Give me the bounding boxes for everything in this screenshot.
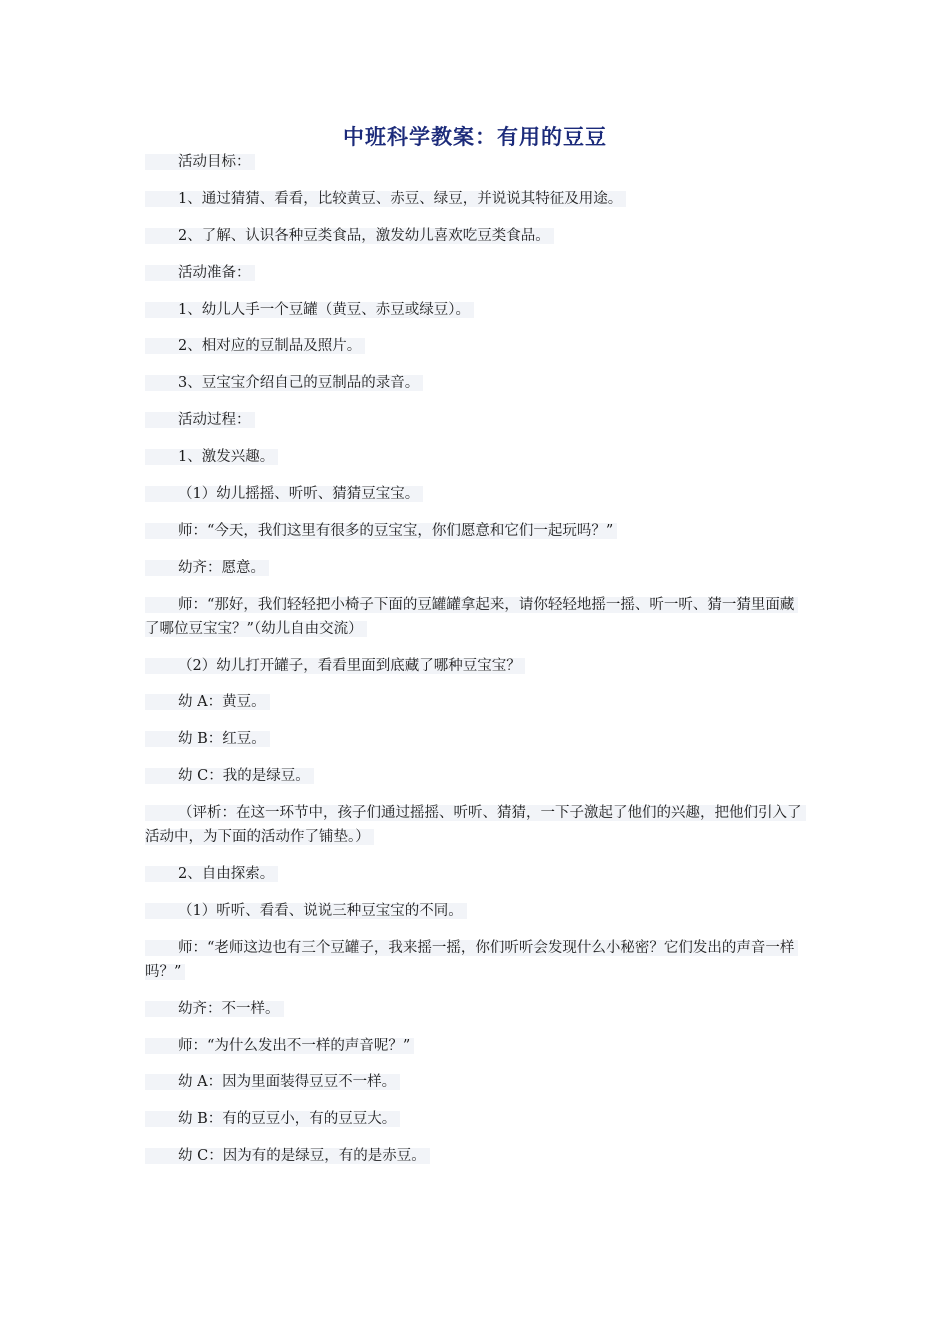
paragraph-text: （2）幼儿打开罐子，看看里面到底藏了哪种豆宝宝？ (145, 658, 525, 674)
paragraph (145, 1034, 807, 1058)
paragraph (145, 371, 807, 395)
paragraph-text: 1、幼儿人手一个豆罐（黄豆、赤豆或绿豆）。 (145, 302, 474, 318)
paragraph-text: 1、激发兴趣。 (145, 449, 278, 465)
paragraph (145, 654, 807, 678)
paragraph (145, 482, 807, 506)
paragraph (145, 408, 807, 432)
paragraph (145, 862, 807, 886)
paragraph (145, 801, 807, 849)
paragraph (145, 899, 807, 923)
paragraph (145, 445, 807, 469)
paragraph-text: 活动过程： (145, 412, 255, 428)
paragraph-text: 幼 C：因为有的是绿豆，有的是赤豆。 (145, 1148, 430, 1164)
paragraph (145, 1107, 807, 1131)
paragraph-text: 1、通过猜猜、看看，比较黄豆、赤豆、绿豆，并说说其特征及用途。 (145, 191, 626, 207)
paragraph-text: 活动目标： (145, 154, 255, 170)
paragraph-text: 活动准备： (145, 265, 255, 281)
paragraph (145, 298, 807, 322)
paragraph-text: 师：“今天，我们这里有很多的豆宝宝，你们愿意和它们一起玩吗？” (145, 523, 617, 539)
paragraph (145, 150, 807, 174)
paragraph (145, 334, 807, 358)
paragraph (145, 764, 807, 788)
paragraph-text: 师：“为什么发出不一样的声音呢？” (145, 1038, 414, 1054)
paragraph (145, 997, 807, 1021)
paragraph-text: 幼 B：有的豆豆小，有的豆豆大。 (145, 1111, 400, 1127)
paragraph-text: 师：“老师这边也有三个豆罐子，我来摇一摇，你们听听会发现什么小秘密？它们发出的声音一样吗？” (145, 940, 798, 980)
document-body (145, 150, 807, 1181)
paragraph (145, 1144, 807, 1168)
document-title: 中班科学教案：有用的豆豆 (343, 125, 607, 149)
paragraph-text: 幼齐：不一样。 (145, 1001, 284, 1017)
paragraph-text: （1）幼儿摇摇、听听、猜猜豆宝宝。 (145, 486, 423, 502)
paragraph-text: 2、了解、认识各种豆类食品，激发幼儿喜欢吃豆类食品。 (145, 228, 554, 244)
paragraph (145, 224, 807, 248)
paragraph-text: （评析：在这一环节中，孩子们通过摇摇、听听、猜猜，一下子激起了他们的兴趣，把他们引入了活动中，为下面的活动作了铺垫。） (145, 805, 806, 845)
paragraph-text: 幼 B：红豆。 (145, 731, 270, 747)
paragraph-text: 2、自由探索。 (145, 866, 278, 882)
paragraph-text: 3、豆宝宝介绍自己的豆制品的录音。 (145, 375, 423, 391)
paragraph (145, 1070, 807, 1094)
paragraph-text: 2、相对应的豆制品及照片。 (145, 338, 365, 354)
paragraph (145, 261, 807, 285)
paragraph-text: 幼 C：我的是绿豆。 (145, 768, 314, 784)
paragraph-text: 幼 A：因为里面装得豆豆不一样。 (145, 1074, 400, 1090)
paragraph-text: 幼 A：黄豆。 (145, 694, 270, 710)
paragraph (145, 727, 807, 751)
paragraph (145, 690, 807, 714)
paragraph-text: 幼齐：愿意。 (145, 560, 269, 576)
paragraph (145, 593, 807, 641)
paragraph-text: （1）听听、看看、说说三种豆宝宝的不同。 (145, 903, 467, 919)
paragraph (145, 936, 807, 984)
paragraph (145, 556, 807, 580)
paragraph (145, 187, 807, 211)
paragraph (145, 519, 807, 543)
paragraph-text: 师：“那好，我们轻轻把小椅子下面的豆罐罐拿起来，请你轻轻地摇一摇、听一听、猜一猜里面藏了哪位豆宝宝？”（幼儿自由交流） (145, 597, 798, 637)
